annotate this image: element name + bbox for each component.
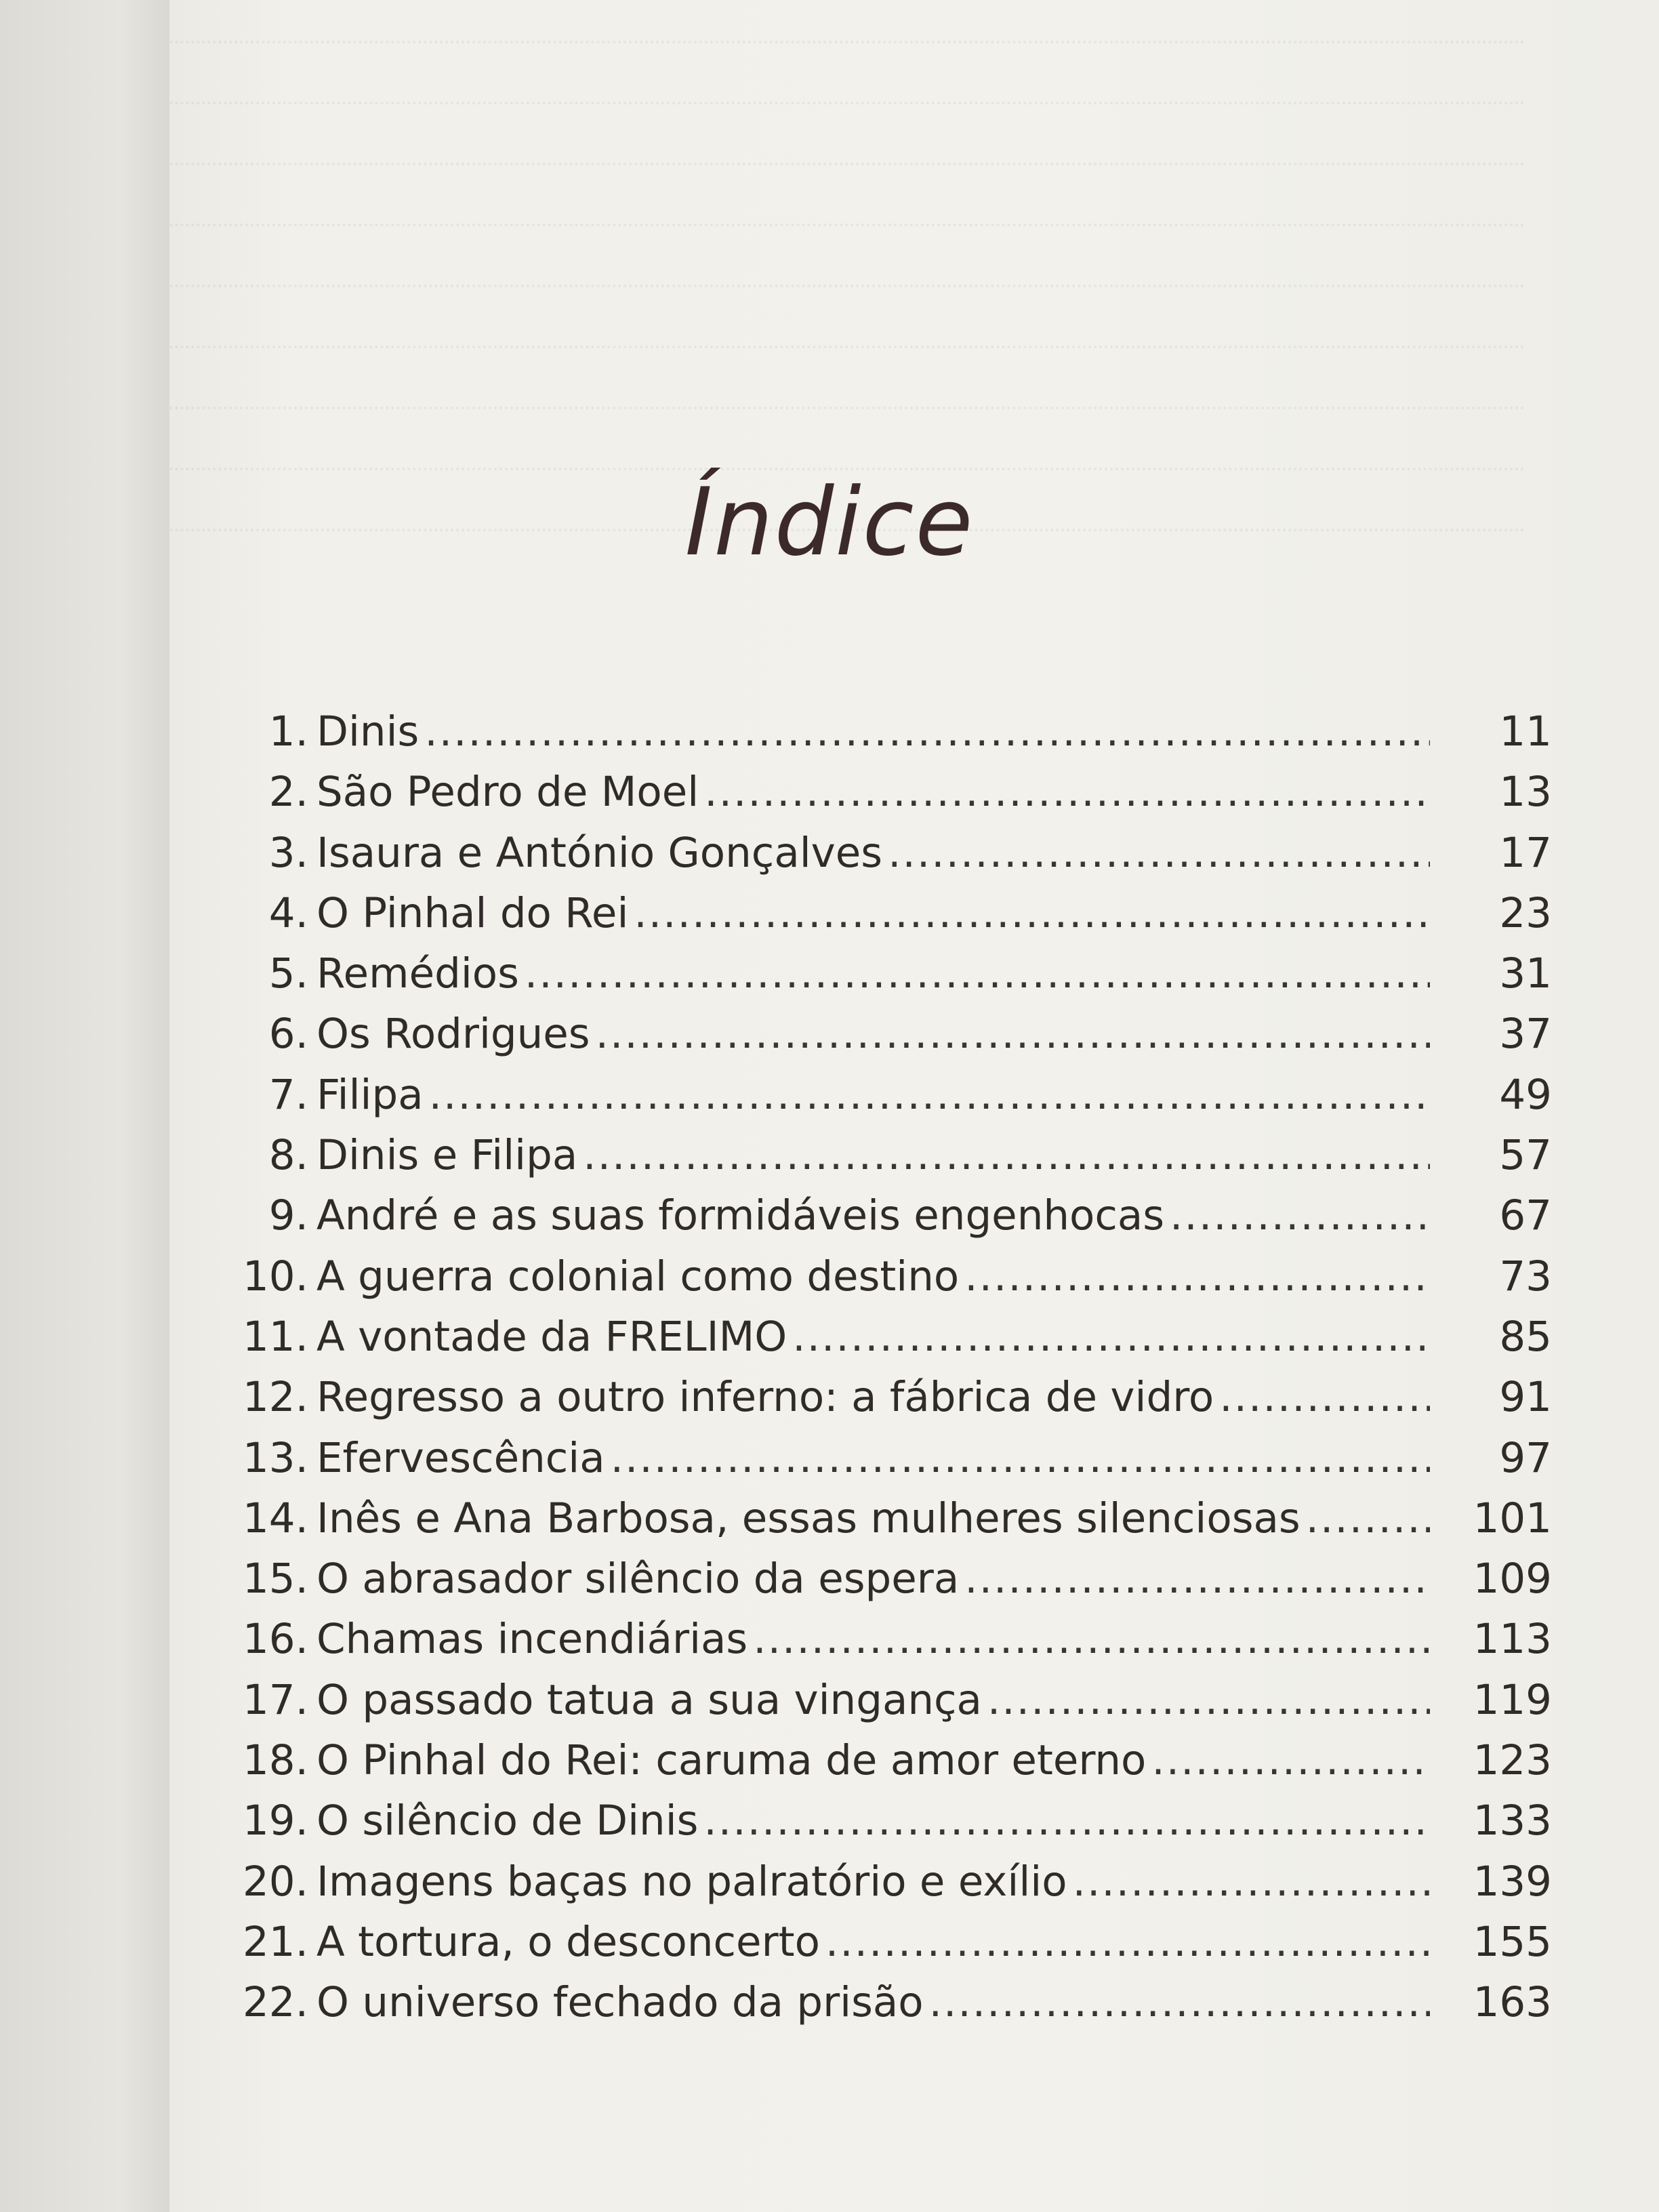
- chapter-number: 13.: [242, 1433, 308, 1482]
- dot-leader: [1306, 1488, 1430, 1549]
- dot-leader: [929, 1972, 1430, 2032]
- chapter-title: Inês e Ana Barbosa, essas mulheres silenciosas: [316, 1494, 1300, 1542]
- chapter-number: 1.: [268, 708, 308, 756]
- chapter-number: 16.: [242, 1615, 308, 1664]
- toc-entry: [224, 1549, 1565, 1609]
- table-of-contents: [224, 701, 1565, 2033]
- chapter-number: 7.: [268, 1070, 308, 1119]
- chapter-title: O silêncio de Dinis: [316, 1797, 699, 1845]
- toc-entry: [224, 883, 1565, 943]
- chapter-number: 8.: [268, 1131, 308, 1180]
- book-gutter: [0, 0, 169, 2212]
- chapter-page-number: 133: [1473, 1797, 1552, 1845]
- toc-entry: [224, 1730, 1565, 1790]
- chapter-page-number: 13: [1499, 768, 1552, 817]
- chapter-number: 17.: [242, 1675, 308, 1724]
- chapter-title: A guerra colonial como destino: [316, 1252, 960, 1300]
- dot-leader: [634, 883, 1430, 943]
- toc-entry: [224, 762, 1565, 822]
- dot-leader: [1073, 1851, 1430, 1912]
- chapter-number: 2.: [268, 768, 308, 817]
- chapter-page-number: 109: [1473, 1555, 1552, 1603]
- chapter-title: Isaura e António Gonçalves: [316, 828, 883, 877]
- chapter-number: 21.: [242, 1917, 308, 1966]
- chapter-title: Remédios: [316, 949, 519, 998]
- toc-entry: [224, 1670, 1565, 1730]
- chapter-page-number: 101: [1473, 1494, 1552, 1542]
- chapter-title: Dinis e Filipa: [316, 1131, 578, 1180]
- chapter-number: 18.: [242, 1736, 308, 1785]
- chapter-title: O Pinhal do Rei: caruma de amor eterno: [316, 1736, 1147, 1785]
- chapter-number: 11.: [242, 1312, 308, 1361]
- toc-entry: [224, 701, 1565, 762]
- toc-entry: [224, 1246, 1565, 1307]
- chapter-page-number: 91: [1499, 1373, 1552, 1422]
- chapter-number: 6.: [268, 1010, 308, 1059]
- chapter-page-number: 31: [1499, 949, 1552, 998]
- dot-leader: [964, 1549, 1430, 1609]
- dot-leader: [753, 1609, 1430, 1669]
- chapter-title: Filipa: [316, 1070, 424, 1119]
- chapter-title: O abrasador silêncio da espera: [316, 1555, 960, 1603]
- dot-leader: [429, 1065, 1430, 1125]
- chapter-number: 4.: [268, 888, 308, 937]
- toc-entry: [224, 1790, 1565, 1851]
- dot-leader: [1170, 1185, 1430, 1246]
- dot-leader: [1219, 1367, 1430, 1427]
- dot-leader: [964, 1246, 1430, 1307]
- chapter-page-number: 163: [1473, 1978, 1552, 2027]
- dot-leader: [792, 1307, 1430, 1367]
- dot-leader: [1151, 1730, 1430, 1790]
- chapter-page-number: 113: [1473, 1615, 1552, 1664]
- chapter-number: 5.: [268, 949, 308, 998]
- chapter-title: A tortura, o desconcerto: [316, 1917, 820, 1966]
- chapter-number: 9.: [268, 1191, 308, 1240]
- chapter-page-number: 139: [1473, 1857, 1552, 1906]
- chapter-page-number: 11: [1499, 708, 1552, 756]
- toc-entry: [224, 1125, 1565, 1185]
- page-title: Índice: [684, 468, 975, 577]
- toc-entry: [224, 823, 1565, 883]
- toc-entry: [224, 1367, 1565, 1427]
- chapter-page-number: 37: [1499, 1010, 1552, 1059]
- toc-entry: [224, 1912, 1565, 1972]
- dot-leader: [525, 943, 1430, 1004]
- chapter-number: 20.: [242, 1857, 308, 1906]
- chapter-title: Dinis: [316, 708, 419, 756]
- dot-leader: [825, 1912, 1430, 1972]
- toc-entry: [224, 1428, 1565, 1488]
- dot-leader: [987, 1670, 1430, 1730]
- chapter-title: Chamas incendiárias: [316, 1615, 748, 1664]
- chapter-number: 10.: [242, 1252, 308, 1300]
- chapter-title: André e as suas formidáveis engenhocas: [316, 1191, 1165, 1240]
- dot-leader: [888, 823, 1430, 883]
- chapter-number: 3.: [268, 828, 308, 877]
- toc-entry: [224, 1609, 1565, 1669]
- chapter-title: O passado tatua a sua vingança: [316, 1675, 982, 1724]
- chapter-title: A vontade da FRELIMO: [316, 1312, 787, 1361]
- chapter-title: Efervescência: [316, 1433, 605, 1482]
- dot-leader: [583, 1125, 1430, 1185]
- chapter-title: Regresso a outro inferno: a fábrica de vidro: [316, 1373, 1214, 1422]
- chapter-number: 19.: [242, 1797, 308, 1845]
- chapter-page-number: 85: [1499, 1312, 1552, 1361]
- chapter-number: 15.: [242, 1555, 308, 1603]
- chapter-page-number: 119: [1473, 1675, 1552, 1724]
- chapter-title: São Pedro de Moel: [316, 768, 699, 817]
- chapter-number: 14.: [242, 1494, 308, 1542]
- chapter-number: 22.: [242, 1978, 308, 2027]
- toc-entry: [224, 1972, 1565, 2032]
- toc-entry: [224, 1185, 1565, 1246]
- chapter-page-number: 49: [1499, 1070, 1552, 1119]
- chapter-page-number: 23: [1499, 888, 1552, 937]
- chapter-number: 12.: [242, 1373, 308, 1422]
- chapter-page-number: 123: [1473, 1736, 1552, 1785]
- dot-leader: [611, 1428, 1430, 1488]
- toc-entry: [224, 1004, 1565, 1064]
- dot-leader: [704, 762, 1430, 822]
- dot-leader: [703, 1790, 1430, 1851]
- chapter-title: O universo fechado da prisão: [316, 1978, 924, 2027]
- chapter-page-number: 155: [1473, 1917, 1552, 1966]
- chapter-page-number: 97: [1499, 1433, 1552, 1482]
- chapter-page-number: 57: [1499, 1131, 1552, 1180]
- toc-entry: [224, 1065, 1565, 1125]
- chapter-title: Os Rodrigues: [316, 1010, 590, 1059]
- chapter-page-number: 67: [1499, 1191, 1552, 1240]
- toc-entry: [224, 1307, 1565, 1367]
- toc-entry: [224, 1488, 1565, 1549]
- toc-entry: [224, 1851, 1565, 1912]
- chapter-page-number: 17: [1499, 828, 1552, 877]
- dot-leader: [424, 701, 1430, 762]
- toc-entry: [224, 943, 1565, 1004]
- chapter-page-number: 73: [1499, 1252, 1552, 1300]
- dot-leader: [596, 1004, 1430, 1064]
- chapter-title: O Pinhal do Rei: [316, 888, 629, 937]
- chapter-title: Imagens baças no palratório e exílio: [316, 1857, 1067, 1906]
